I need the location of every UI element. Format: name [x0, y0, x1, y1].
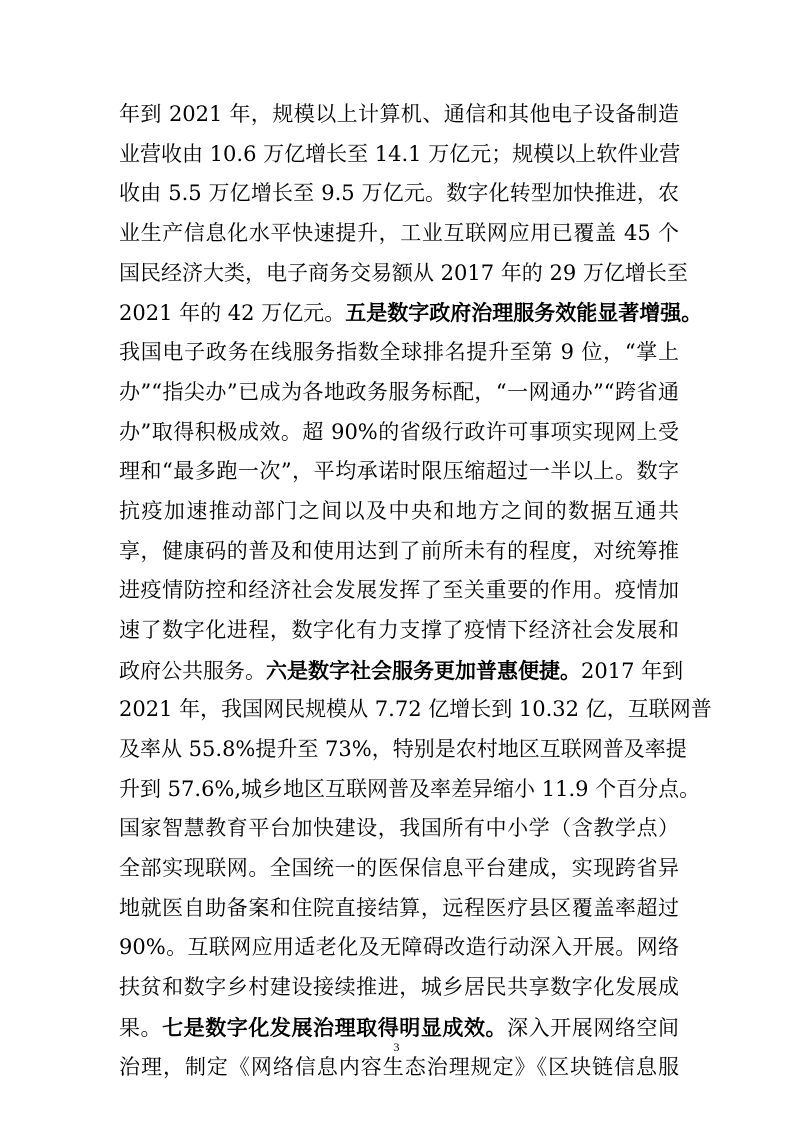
text-segment: 理和“最多跑一次”，平均承诺时限压缩超过一半以上。数字 [119, 459, 679, 484]
text-segment: 2021 年，我国网民规模从 7.72 亿增长到 10.32 亿，互联网普 [119, 697, 712, 722]
text-segment: 收由 5.5 万亿增长至 9.5 万亿元。数字化转型加快推进，农 [119, 181, 679, 206]
text-line [119, 452, 679, 492]
text-segment: 全部实现联网。全国统一的医保信息平台建成，实现跨省异 [119, 856, 679, 881]
text-line [119, 413, 679, 453]
text-line [119, 730, 687, 770]
text-segment: 年到 2021 年，规模以上计算机、通信和其他电子设备制造 [119, 102, 679, 126]
text-line [119, 809, 679, 849]
text-segment: 政府公共服务。 [119, 658, 266, 683]
text-segment: 业生产信息化水平快速提升，工业互联网应用已覆盖 45 个 [119, 221, 679, 246]
text-line [119, 690, 712, 730]
text-line [119, 492, 679, 532]
text-segment: 地就医自助备案和住院直接结算，远程医疗县区覆盖率超过 [119, 895, 679, 920]
text-segment: 国民经济大类，电子商务交易额从 2017 年的 29 万亿增长至 [119, 260, 688, 285]
text-segment: 2021 年的 42 万亿元。 [119, 301, 346, 326]
text-line [119, 611, 679, 651]
text-line [119, 889, 679, 929]
page-number: 3 [393, 1040, 400, 1054]
text-segment: 扶贫和数字乡村建设接续推进，城乡居民共享数字化发展成 [119, 975, 679, 1000]
text-segment: 升到 57.6%,城乡地区互联网普及率差异缩小 11.9 个百分点。 [119, 776, 701, 801]
text-segment: 90%。互联网应用适老化及无障碍改造行动深入开展。网络 [119, 935, 679, 960]
text-segment: 国家智慧教育平台加快建设，我国所有中小学（含教学点） [119, 816, 679, 841]
text-line [119, 651, 684, 691]
text-line [119, 135, 679, 175]
text-segment: 治理，制定《网络信息内容生态治理规定》《区块链信息服 [119, 1054, 679, 1079]
text-line [119, 333, 679, 373]
text-segment: 抗疫加速推动部门之间以及中央和地方之间的数据互通共 [119, 498, 679, 523]
text-segment: 速了数字化进程，数字化有力支撑了疫情下经济社会发展和 [119, 617, 679, 642]
text-line [119, 214, 679, 254]
text-line [119, 293, 703, 333]
text-line [119, 849, 679, 889]
text-segment: 深入开展网络空间 [507, 1015, 680, 1040]
text-segment: 果。 [119, 1015, 163, 1040]
text-line [119, 770, 701, 810]
text-line [119, 928, 679, 968]
text-segment: 业营收由 10.6 万亿增长至 14.1 万亿元；规模以上软件业营 [119, 141, 681, 166]
text-line [119, 174, 679, 214]
text-line [119, 95, 679, 135]
text-segment: 及率从 55.8%提升至 73%，特别是农村地区互联网普及率提 [119, 737, 687, 761]
bold-text-segment: 六是数字社会服务更加普惠便捷。 [266, 657, 581, 683]
text-segment: 办”“指尖办”已成为各地政务服务标配，“一网通办”“跨省通 [119, 379, 679, 404]
text-line [119, 532, 679, 572]
text-segment: 办”取得积极成效。超 90%的省级行政许可事项实现网上受 [119, 419, 679, 444]
body-text [119, 95, 712, 1087]
bold-text-segment: 五是数字政府治理服务效能显著增强。 [345, 300, 703, 326]
text-segment: 2017 年到 [581, 658, 684, 683]
text-line [119, 254, 688, 294]
text-segment: 我国电子政务在线服务指数全球排名提升至第 9 位，“掌上 [119, 340, 679, 365]
text-segment: 进疫情防控和经济社会发展发挥了至关重要的作用。疫情加 [119, 578, 679, 603]
text-line [119, 571, 679, 611]
text-line [119, 373, 679, 413]
text-line [119, 968, 679, 1008]
text-segment: 享，健康码的普及和使用达到了前所未有的程度，对统筹推 [119, 538, 679, 563]
bold-text-segment: 七是数字化发展治理取得明显成效。 [162, 1014, 508, 1040]
